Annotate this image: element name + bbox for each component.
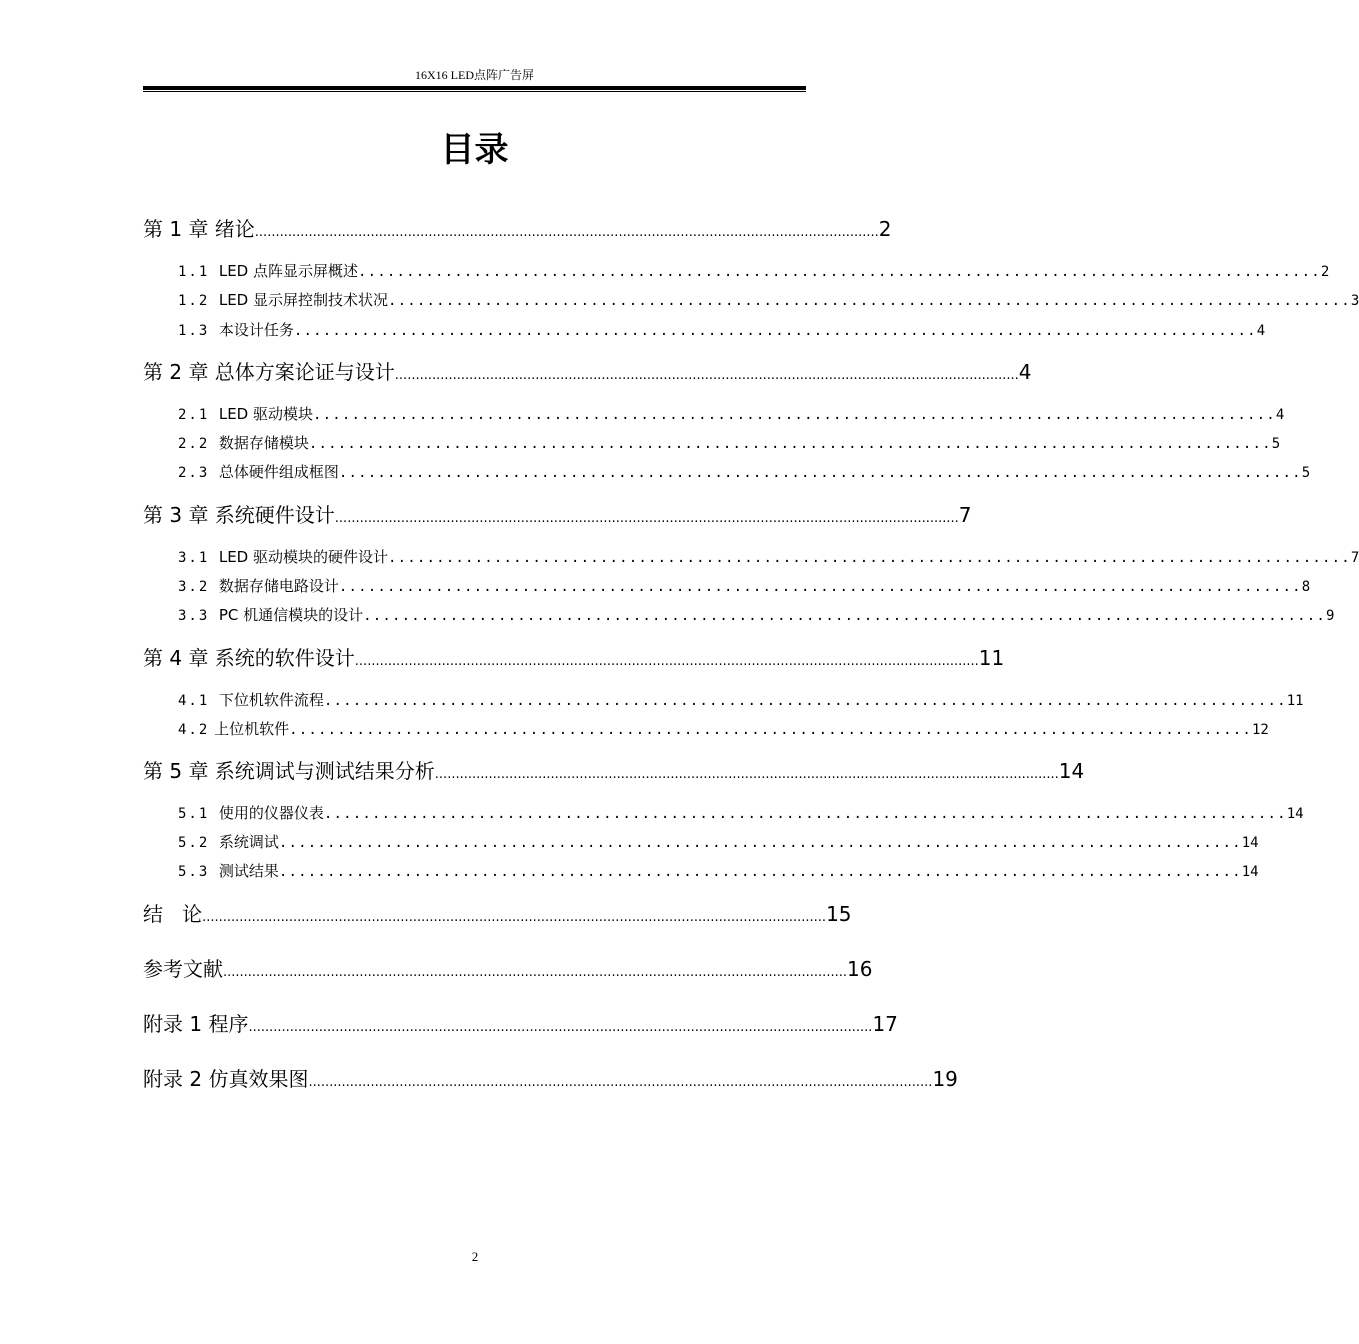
toc-entry-label: 总体硬件组成框图 bbox=[218, 463, 339, 481]
toc-entry-label: 使用的仪器仪表 bbox=[218, 804, 324, 822]
dot-leader: .................................................................................................... bbox=[293, 323, 1257, 339]
toc-entry-page: 11 bbox=[978, 646, 1005, 670]
toc-entry-page: 15 bbox=[826, 902, 852, 926]
toc-entry-page: 14 bbox=[1286, 806, 1304, 822]
toc-entry-page: 7 bbox=[1350, 550, 1359, 566]
toc-entry-section-5-3[interactable] bbox=[178, 860, 1259, 882]
page-number: 2 bbox=[471, 1249, 479, 1264]
toc-entry-page: 14 bbox=[1241, 835, 1259, 851]
toc-entry-chapter-1[interactable] bbox=[143, 215, 892, 243]
toc-entry-label: 结 论 bbox=[143, 902, 203, 926]
toc-title: 目录 bbox=[440, 130, 509, 170]
dot-leader: .................................................................................................... bbox=[289, 722, 1252, 738]
toc-entry-label: 下位机软件流程 bbox=[218, 691, 324, 709]
dot-leader: .................................................................................................... bbox=[338, 465, 1302, 481]
dot-leader: .................................................................................................... bbox=[278, 835, 1242, 851]
dot-leader: .................................................................................................... bbox=[363, 608, 1327, 624]
toc-entry-label: 测试结果 bbox=[218, 862, 279, 880]
toc-entry-page: 8 bbox=[1301, 579, 1311, 595]
toc-entry-page: 14 bbox=[1058, 759, 1085, 783]
toc-entry-label: LED 显示屏控制技术状况 bbox=[218, 291, 388, 309]
toc-entry-label: 附录 1 程序 bbox=[143, 1012, 249, 1036]
toc-entry-section-1-2[interactable] bbox=[178, 289, 1359, 311]
toc-entry-conclusion[interactable] bbox=[143, 900, 852, 928]
toc-entry-label: 附录 2 仿真效果图 bbox=[143, 1067, 309, 1091]
section-number: 4.2 bbox=[178, 722, 210, 738]
toc-entry-page: 7 bbox=[958, 503, 972, 527]
toc-entry-label: 第 3 章 系统硬件设计 bbox=[143, 503, 335, 527]
toc-entry-references[interactable] bbox=[143, 955, 873, 983]
toc-entry-chapter-2[interactable] bbox=[143, 358, 1032, 386]
toc-entry-label: 第 5 章 系统调试与测试结果分析 bbox=[143, 759, 435, 783]
section-number: 1.3 bbox=[178, 323, 210, 339]
dot-leader: ....................................................................................................................................................... bbox=[334, 511, 959, 526]
section-number: 5.3 bbox=[178, 864, 210, 880]
dot-leader: ....................................................................................................................................................... bbox=[308, 1075, 933, 1090]
dot-leader: .................................................................................................... bbox=[278, 864, 1242, 880]
section-number: 4.1 bbox=[178, 693, 210, 709]
toc-entry-appendix-1[interactable] bbox=[143, 1010, 898, 1038]
toc-entry-chapter-5[interactable] bbox=[143, 757, 1085, 785]
toc-entry-section-5-1[interactable] bbox=[178, 802, 1304, 824]
toc-entry-page: 5 bbox=[1271, 436, 1281, 452]
toc-entry-label: LED 驱动模块的硬件设计 bbox=[218, 548, 388, 566]
toc-entry-page: 9 bbox=[1326, 608, 1335, 624]
dot-leader: .................................................................................................... bbox=[308, 436, 1272, 452]
toc-entry-label: LED 驱动模块 bbox=[218, 405, 313, 423]
toc-entry-section-1-3[interactable] bbox=[178, 319, 1266, 341]
toc-entry-label: LED 点阵显示屏概述 bbox=[218, 262, 358, 280]
toc-entry-page: 16 bbox=[846, 957, 873, 981]
toc-entry-section-3-1[interactable] bbox=[178, 546, 1359, 568]
toc-entry-chapter-4[interactable] bbox=[143, 644, 1005, 672]
toc-entry-label: 系统调试 bbox=[218, 833, 279, 851]
toc-entry-section-5-2[interactable] bbox=[178, 831, 1259, 853]
dot-leader: ....................................................................................................................................................... bbox=[248, 1020, 873, 1035]
toc-entry-page: 19 bbox=[932, 1067, 958, 1091]
toc-entry-page: 14 bbox=[1241, 864, 1259, 880]
section-number: 2.2 bbox=[178, 436, 210, 452]
dot-leader: ....................................................................................................................................................... bbox=[434, 767, 1059, 782]
toc-entry-appendix-2[interactable] bbox=[143, 1065, 958, 1093]
toc-entry-section-4-2[interactable] bbox=[178, 718, 1269, 740]
toc-entry-chapter-3[interactable] bbox=[143, 501, 972, 529]
dot-leader: .................................................................................................... bbox=[323, 806, 1287, 822]
section-number: 3.2 bbox=[178, 579, 210, 595]
dot-leader: ....................................................................................................................................................... bbox=[394, 368, 1019, 383]
toc-entry-page: 4 bbox=[1018, 360, 1032, 384]
toc-entry-page: 4 bbox=[1275, 407, 1285, 423]
toc-entry-page: 5 bbox=[1301, 465, 1311, 481]
section-number: 5.2 bbox=[178, 835, 210, 851]
toc-entry-section-2-1[interactable] bbox=[178, 403, 1285, 425]
dot-leader: ....................................................................................................................................................... bbox=[223, 965, 847, 980]
section-number: 3.3 bbox=[178, 608, 210, 624]
toc-entry-page: 11 bbox=[1286, 693, 1304, 709]
dot-leader: .................................................................................................... bbox=[338, 579, 1302, 595]
toc-entry-section-3-2[interactable] bbox=[178, 575, 1311, 597]
dot-leader: ....................................................................................................................................................... bbox=[202, 910, 827, 925]
toc-entry-label: PC 机通信模块的设计 bbox=[218, 606, 364, 624]
dot-leader: ....................................................................................................................................................... bbox=[254, 225, 879, 240]
dot-leader: .................................................................................................... bbox=[388, 550, 1351, 566]
toc-entry-label: 本设计任务 bbox=[218, 321, 294, 339]
toc-entry-section-1-1[interactable] bbox=[178, 260, 1330, 282]
table-of-contents bbox=[143, 0, 1359, 1344]
running-header: 16X16 LED点阵广告屏 bbox=[415, 68, 534, 82]
toc-entry-section-2-2[interactable] bbox=[178, 432, 1281, 454]
toc-entry-page: 3 bbox=[1350, 293, 1359, 309]
section-number: 2.1 bbox=[178, 407, 210, 423]
toc-entry-page: 4 bbox=[1256, 323, 1266, 339]
toc-entry-section-3-3[interactable] bbox=[178, 604, 1335, 626]
section-number: 3.1 bbox=[178, 550, 210, 566]
toc-entry-label: 数据存储模块 bbox=[218, 434, 309, 452]
section-number: 1.1 bbox=[178, 264, 210, 280]
toc-entry-label: 第 2 章 总体方案论证与设计 bbox=[143, 360, 395, 384]
toc-entry-label: 上位机软件 bbox=[214, 720, 290, 738]
toc-entry-page: 2 bbox=[878, 217, 892, 241]
section-number: 1.2 bbox=[178, 293, 210, 309]
toc-entry-label: 第 1 章 绪论 bbox=[143, 217, 255, 241]
toc-entry-page: 12 bbox=[1251, 722, 1269, 738]
dot-leader: ....................................................................................................................................................... bbox=[354, 654, 979, 669]
toc-entry-label: 第 4 章 系统的软件设计 bbox=[143, 646, 355, 670]
toc-entry-page: 17 bbox=[872, 1012, 898, 1036]
toc-entry-label: 数据存储电路设计 bbox=[218, 577, 339, 595]
section-number: 5.1 bbox=[178, 806, 210, 822]
toc-entry-label: 参考文献 bbox=[143, 957, 223, 981]
dot-leader: .................................................................................................... bbox=[388, 293, 1351, 309]
dot-leader: .................................................................................................... bbox=[323, 693, 1287, 709]
toc-entry-page: 2 bbox=[1320, 264, 1330, 280]
toc-entry-section-4-1[interactable] bbox=[178, 689, 1304, 711]
section-number: 2.3 bbox=[178, 465, 210, 481]
dot-leader: .................................................................................................... bbox=[358, 264, 1321, 280]
toc-entry-section-2-3[interactable] bbox=[178, 461, 1311, 483]
dot-leader: .................................................................................................... bbox=[313, 407, 1276, 423]
